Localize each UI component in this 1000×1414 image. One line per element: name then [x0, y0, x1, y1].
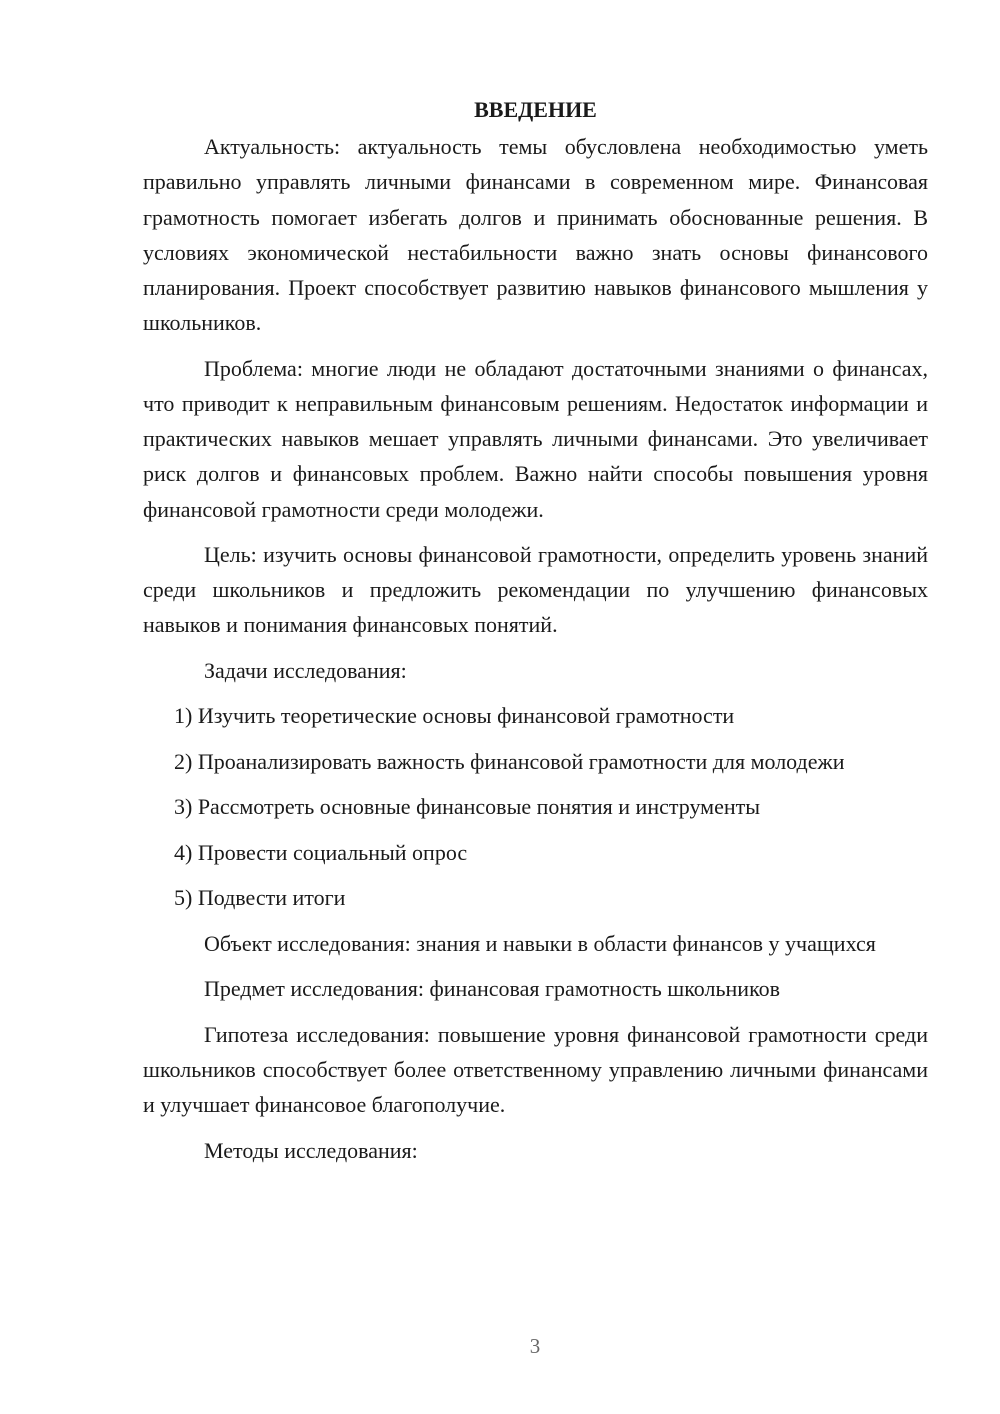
task-item-5: 5) Подвести итоги	[174, 885, 346, 911]
hypothesis-paragraph: Гипотеза исследования: повышение уровня финансовой грамотности среди школьников способствует более ответственному управлению личными финансами и улучшает финансовое благополучие.	[143, 1021, 928, 1118]
object-paragraph: Объект исследования: знания и навыки в области финансов у учащихся	[204, 930, 876, 956]
relevance-paragraph: Актуальность: актуальность темы обусловлена необходимостью уметь правильно управлять личными финансами в современном мире. Финансовая грамотность помогает избегать долгов и принимать обоснованные решения. В условиях экономической нестабильности важно знать основы финансового планирования. Проект способствует развитию навыков финансового мышления у школьников.	[143, 134, 928, 336]
goal-paragraph: Цель: изучить основы финансовой грамотности, определить уровень знаний среди школьников и предложить рекомендации по улучшению финансовых навыков и понимания финансовых понятий.	[143, 542, 928, 638]
tasks-heading: Задачи исследования:	[204, 657, 407, 683]
page-content	[143, 92, 928, 1178]
task-item-2: 2) Проанализировать важность финансовой грамотности для молодежи	[174, 748, 845, 774]
task-item-3: 3) Рассмотреть основные финансовые понятия и инструменты	[174, 794, 761, 820]
page-number: 3	[529, 1334, 541, 1358]
subject-paragraph: Предмет исследования: финансовая грамотность школьников	[204, 976, 781, 1002]
task-item-4: 4) Провести социальный опрос	[174, 839, 468, 865]
page-title: ВВЕДЕНИЕ	[474, 97, 597, 122]
task-item-1: 1) Изучить теоретические основы финансовой грамотности	[174, 703, 735, 729]
problem-paragraph: Проблема: многие люди не обладают достаточными знаниями о финансах, что приводит к неправильным финансовым решениям. Недостаток информации и практических навыков мешает управлять личными финансами. Это увеличивает риск долгов и финансовых проблем. Важно найти способы повышения уровня финансовой грамотности среди молодежи.	[143, 355, 928, 522]
methods-heading: Методы исследования:	[204, 1137, 418, 1163]
